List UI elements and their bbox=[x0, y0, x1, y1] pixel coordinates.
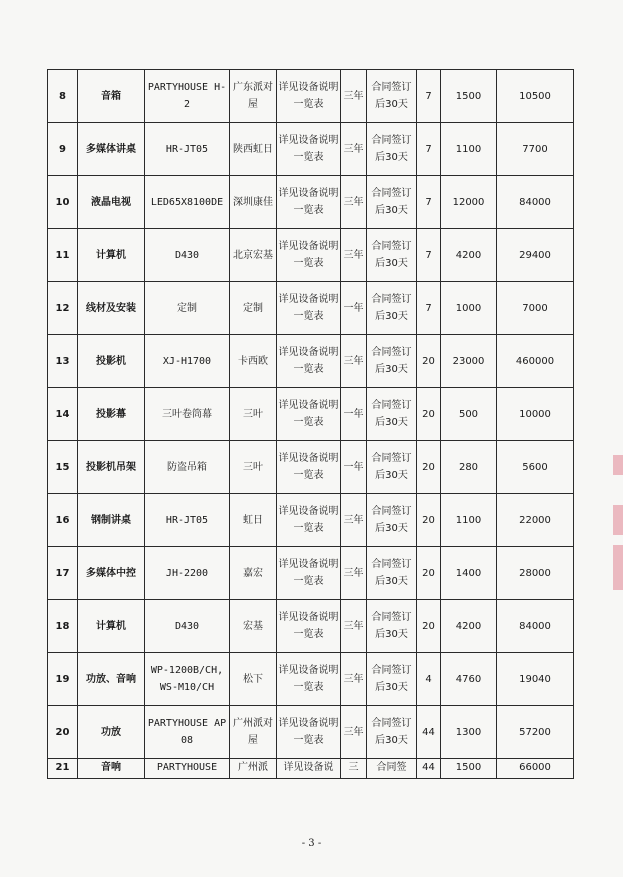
item-name-cell: 钢制讲桌 bbox=[78, 494, 145, 547]
item-name-cell: 音响 bbox=[78, 759, 145, 779]
warranty-period-cell: 一年 bbox=[341, 441, 367, 494]
item-name-cell: 投影幕 bbox=[78, 388, 145, 441]
model-number-cell: XJ-H1700 bbox=[145, 335, 230, 388]
table-row bbox=[48, 759, 574, 779]
table-body bbox=[48, 70, 574, 779]
table-row bbox=[48, 229, 574, 282]
delivery-term-cell: 合同签 bbox=[367, 759, 417, 779]
item-name-cell: 投影机 bbox=[78, 335, 145, 388]
unit-price-cell: 1300 bbox=[441, 706, 497, 759]
model-number-cell: 定制 bbox=[145, 282, 230, 335]
spec-note-cell: 详见设备说明一览表 bbox=[277, 706, 341, 759]
warranty-period-cell: 三年 bbox=[341, 600, 367, 653]
item-name-cell: 计算机 bbox=[78, 229, 145, 282]
quantity-cell: 7 bbox=[417, 229, 441, 282]
quantity-cell: 20 bbox=[417, 547, 441, 600]
item-name-cell: 线材及安装 bbox=[78, 282, 145, 335]
total-price-cell: 7000 bbox=[497, 282, 574, 335]
table-row bbox=[48, 706, 574, 759]
table-row bbox=[48, 600, 574, 653]
brand-origin-cell: 北京宏基 bbox=[230, 229, 277, 282]
unit-price-cell: 23000 bbox=[441, 335, 497, 388]
table-row bbox=[48, 70, 574, 123]
item-name-cell: 液晶电视 bbox=[78, 176, 145, 229]
spec-note-cell: 详见设备说明一览表 bbox=[277, 282, 341, 335]
quantity-cell: 7 bbox=[417, 176, 441, 229]
table-row bbox=[48, 388, 574, 441]
unit-price-cell: 1400 bbox=[441, 547, 497, 600]
brand-origin-cell: 嘉宏 bbox=[230, 547, 277, 600]
total-price-cell: 19040 bbox=[497, 653, 574, 706]
spec-note-cell: 详见设备说明一览表 bbox=[277, 123, 341, 176]
page-number: - 3 - bbox=[301, 838, 322, 849]
model-number-cell: JH-2200 bbox=[145, 547, 230, 600]
total-price-cell: 10500 bbox=[497, 70, 574, 123]
total-price-cell: 28000 bbox=[497, 547, 574, 600]
delivery-term-cell: 合同签订后30天 bbox=[367, 494, 417, 547]
delivery-term-cell: 合同签订后30天 bbox=[367, 653, 417, 706]
delivery-term-cell: 合同签订后30天 bbox=[367, 176, 417, 229]
table-row bbox=[48, 176, 574, 229]
brand-origin-cell: 虹日 bbox=[230, 494, 277, 547]
warranty-period-cell: 三年 bbox=[341, 176, 367, 229]
delivery-term-cell: 合同签订后30天 bbox=[367, 547, 417, 600]
quantity-cell: 20 bbox=[417, 494, 441, 547]
quantity-cell: 7 bbox=[417, 282, 441, 335]
row-number-cell: 17 bbox=[48, 547, 78, 600]
row-number-cell: 21 bbox=[48, 759, 78, 779]
delivery-term-cell: 合同签订后30天 bbox=[367, 123, 417, 176]
delivery-term-cell: 合同签订后30天 bbox=[367, 441, 417, 494]
table-row bbox=[48, 123, 574, 176]
quantity-cell: 20 bbox=[417, 335, 441, 388]
stamp-edge-mark bbox=[613, 455, 623, 475]
total-price-cell: 22000 bbox=[497, 494, 574, 547]
unit-price-cell: 12000 bbox=[441, 176, 497, 229]
unit-price-cell: 500 bbox=[441, 388, 497, 441]
warranty-period-cell: 一年 bbox=[341, 282, 367, 335]
total-price-cell: 460000 bbox=[497, 335, 574, 388]
row-number-cell: 14 bbox=[48, 388, 78, 441]
equipment-table bbox=[47, 69, 574, 779]
brand-origin-cell: 三叶 bbox=[230, 441, 277, 494]
delivery-term-cell: 合同签订后30天 bbox=[367, 335, 417, 388]
row-number-cell: 8 bbox=[48, 70, 78, 123]
row-number-cell: 12 bbox=[48, 282, 78, 335]
model-number-cell: D430 bbox=[145, 600, 230, 653]
row-number-cell: 10 bbox=[48, 176, 78, 229]
delivery-term-cell: 合同签订后30天 bbox=[367, 706, 417, 759]
model-number-cell: PARTYHOUSE H-2 bbox=[145, 70, 230, 123]
warranty-period-cell: 三年 bbox=[341, 335, 367, 388]
total-price-cell: 66000 bbox=[497, 759, 574, 779]
item-name-cell: 功放 bbox=[78, 706, 145, 759]
total-price-cell: 7700 bbox=[497, 123, 574, 176]
spec-note-cell: 详见设备说明一览表 bbox=[277, 388, 341, 441]
spec-note-cell: 详见设备说明一览表 bbox=[277, 547, 341, 600]
model-number-cell: D430 bbox=[145, 229, 230, 282]
table-row bbox=[48, 547, 574, 600]
unit-price-cell: 1500 bbox=[441, 70, 497, 123]
spec-note-cell: 详见设备说明一览表 bbox=[277, 600, 341, 653]
unit-price-cell: 4760 bbox=[441, 653, 497, 706]
brand-origin-cell: 松下 bbox=[230, 653, 277, 706]
quantity-cell: 7 bbox=[417, 70, 441, 123]
unit-price-cell: 1100 bbox=[441, 494, 497, 547]
warranty-period-cell: 一年 bbox=[341, 388, 367, 441]
brand-origin-cell: 三叶 bbox=[230, 388, 277, 441]
spec-note-cell: 详见设备说明一览表 bbox=[277, 229, 341, 282]
row-number-cell: 11 bbox=[48, 229, 78, 282]
total-price-cell: 10000 bbox=[497, 388, 574, 441]
total-price-cell: 84000 bbox=[497, 600, 574, 653]
row-number-cell: 18 bbox=[48, 600, 78, 653]
model-number-cell: HR-JT05 bbox=[145, 123, 230, 176]
model-number-cell: PARTYHOUSE AP08 bbox=[145, 706, 230, 759]
row-number-cell: 13 bbox=[48, 335, 78, 388]
warranty-period-cell: 三 bbox=[341, 759, 367, 779]
spec-note-cell: 详见设备说明一览表 bbox=[277, 176, 341, 229]
spec-note-cell: 详见设备说明一览表 bbox=[277, 653, 341, 706]
unit-price-cell: 4200 bbox=[441, 600, 497, 653]
total-price-cell: 57200 bbox=[497, 706, 574, 759]
warranty-period-cell: 三年 bbox=[341, 494, 367, 547]
model-number-cell: PARTYHOUSE bbox=[145, 759, 230, 779]
unit-price-cell: 280 bbox=[441, 441, 497, 494]
item-name-cell: 投影机吊架 bbox=[78, 441, 145, 494]
model-number-cell: LED65X8100DE bbox=[145, 176, 230, 229]
row-number-cell: 15 bbox=[48, 441, 78, 494]
warranty-period-cell: 三年 bbox=[341, 229, 367, 282]
item-name-cell: 功放、音响 bbox=[78, 653, 145, 706]
table-row bbox=[48, 494, 574, 547]
table-row bbox=[48, 282, 574, 335]
brand-origin-cell: 广东派对屋 bbox=[230, 70, 277, 123]
table-row bbox=[48, 335, 574, 388]
model-number-cell: 三叶卷筒幕 bbox=[145, 388, 230, 441]
quantity-cell: 20 bbox=[417, 600, 441, 653]
row-number-cell: 20 bbox=[48, 706, 78, 759]
spec-note-cell: 详见设备说 bbox=[277, 759, 341, 779]
quantity-cell: 44 bbox=[417, 759, 441, 779]
item-name-cell: 计算机 bbox=[78, 600, 145, 653]
brand-origin-cell: 广州派对屋 bbox=[230, 706, 277, 759]
brand-origin-cell: 陕西虹日 bbox=[230, 123, 277, 176]
total-price-cell: 29400 bbox=[497, 229, 574, 282]
model-number-cell: HR-JT05 bbox=[145, 494, 230, 547]
item-name-cell: 多媒体中控 bbox=[78, 547, 145, 600]
stamp-edge-mark bbox=[613, 505, 623, 535]
quantity-cell: 44 bbox=[417, 706, 441, 759]
row-number-cell: 16 bbox=[48, 494, 78, 547]
spec-note-cell: 详见设备说明一览表 bbox=[277, 441, 341, 494]
brand-origin-cell: 深圳康佳 bbox=[230, 176, 277, 229]
spec-note-cell: 详见设备说明一览表 bbox=[277, 70, 341, 123]
total-price-cell: 84000 bbox=[497, 176, 574, 229]
quantity-cell: 20 bbox=[417, 441, 441, 494]
quantity-cell: 20 bbox=[417, 388, 441, 441]
brand-origin-cell: 宏基 bbox=[230, 600, 277, 653]
row-number-cell: 9 bbox=[48, 123, 78, 176]
model-number-cell: WP-1200B/CH, WS-M10/CH bbox=[145, 653, 230, 706]
warranty-period-cell: 三年 bbox=[341, 123, 367, 176]
table-row bbox=[48, 441, 574, 494]
warranty-period-cell: 三年 bbox=[341, 653, 367, 706]
item-name-cell: 音箱 bbox=[78, 70, 145, 123]
quantity-cell: 4 bbox=[417, 653, 441, 706]
brand-origin-cell: 广州派 bbox=[230, 759, 277, 779]
unit-price-cell: 4200 bbox=[441, 229, 497, 282]
warranty-period-cell: 三年 bbox=[341, 547, 367, 600]
stamp-edge-mark bbox=[613, 545, 623, 590]
table-row bbox=[48, 653, 574, 706]
unit-price-cell: 1500 bbox=[441, 759, 497, 779]
brand-origin-cell: 定制 bbox=[230, 282, 277, 335]
brand-origin-cell: 卡西欧 bbox=[230, 335, 277, 388]
quantity-cell: 7 bbox=[417, 123, 441, 176]
warranty-period-cell: 三年 bbox=[341, 706, 367, 759]
delivery-term-cell: 合同签订后30天 bbox=[367, 600, 417, 653]
delivery-term-cell: 合同签订后30天 bbox=[367, 282, 417, 335]
delivery-term-cell: 合同签订后30天 bbox=[367, 388, 417, 441]
spec-note-cell: 详见设备说明一览表 bbox=[277, 335, 341, 388]
unit-price-cell: 1100 bbox=[441, 123, 497, 176]
item-name-cell: 多媒体讲桌 bbox=[78, 123, 145, 176]
total-price-cell: 5600 bbox=[497, 441, 574, 494]
delivery-term-cell: 合同签订后30天 bbox=[367, 70, 417, 123]
spec-note-cell: 详见设备说明一览表 bbox=[277, 494, 341, 547]
model-number-cell: 防盗吊箱 bbox=[145, 441, 230, 494]
delivery-term-cell: 合同签订后30天 bbox=[367, 229, 417, 282]
row-number-cell: 19 bbox=[48, 653, 78, 706]
warranty-period-cell: 三年 bbox=[341, 70, 367, 123]
unit-price-cell: 1000 bbox=[441, 282, 497, 335]
